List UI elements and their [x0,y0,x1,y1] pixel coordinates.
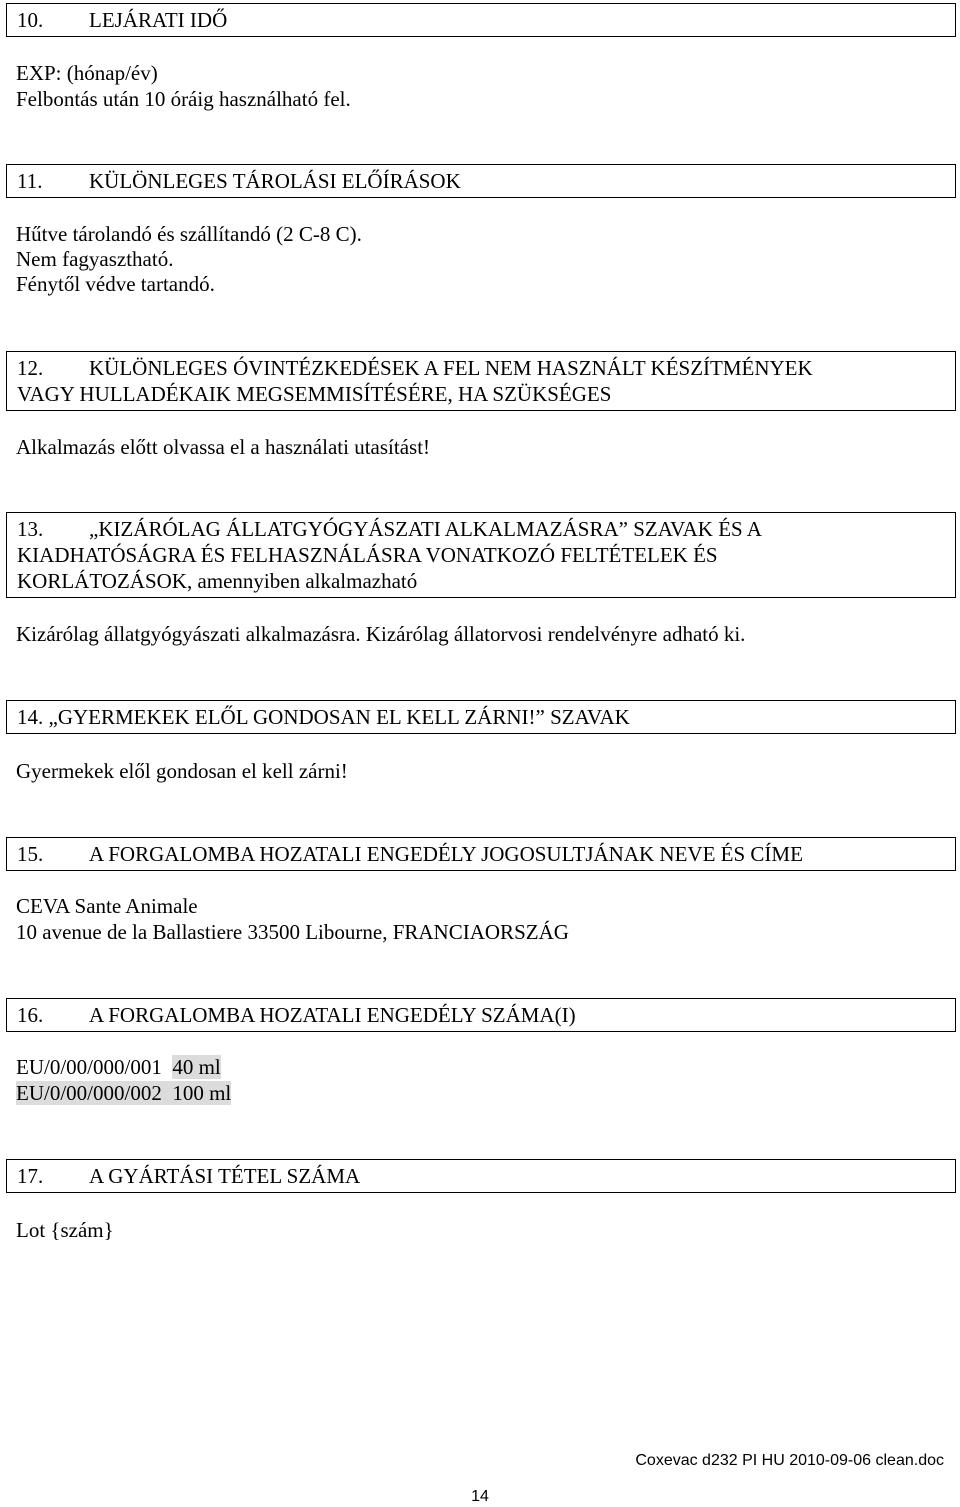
body-text: EXP: (hónap/év) [16,61,158,85]
section-title-cont: KIADHATÓSÁGRA ÉS FELHASZNÁLÁSRA VONATKOZÓ FELTÉTELEK ÉS [17,543,718,567]
footer-filename: Coxevac d232 PI HU 2010-09-06 clean.doc [635,1452,944,1469]
section-number: 15. [17,842,44,866]
section-number: 11. [17,169,43,193]
body-text: Felbontás után 10 óráig használható fel. [16,87,351,111]
section-12-heading [6,351,956,411]
section-title-cont: KORLÁTOZÁSOK, amennyiben alkalmazható [17,569,418,593]
section-title: A FORGALOMBA HOZATALI ENGEDÉLY SZÁMA(I) [89,1003,576,1027]
section-title: LEJÁRATI IDŐ [89,8,228,32]
body-text: Alkalmazás előtt olvassa el a használati utasítást! [16,435,431,459]
section-title: „KIZÁRÓLAG ÁLLATGYÓGYÁSZATI ALKALMAZÁSRA” SZAVAK ÉS A [89,517,762,541]
pack-size: 100 ml [172,1081,232,1105]
body-text: Hűtve tárolandó és szállítandó (2 C-8 C). [16,222,362,246]
section-title: KÜLÖNLEGES ÓVINTÉZKEDÉSEK A FEL NEM HASZNÁLT KÉSZÍTMÉNYEK [89,356,813,380]
section-15-heading [6,837,956,871]
section-title-cont: VAGY HULLADÉKAIK MEGSEMMISÍTÉSÉRE, HA SZÜKSÉGES [17,382,612,406]
section-13-heading [6,512,956,598]
body-text: Fénytől védve tartandó. [16,272,215,296]
section-17-heading [6,1159,956,1193]
body-text: Kizárólag állatgyógyászati alkalmazásra. Kizárólag állatorvosi rendelvényre adható ki. [16,622,746,646]
section-11-heading [6,164,956,198]
section-number: 17. [17,1164,44,1188]
section-number: 13. [17,517,44,541]
body-text: Gyermekek elől gondosan el kell zárni! [16,759,348,783]
section-number: 12. [17,356,44,380]
section-16-heading [6,998,956,1032]
section-number: 16. [17,1003,44,1027]
pack-size: 40 ml [172,1055,221,1079]
body-text: Nem fagyasztható. [16,247,174,271]
section-title: 14. „GYERMEKEK ELŐL GONDOSAN EL KELL ZÁRNI!” SZAVAK [17,705,630,729]
authorization-code: EU/0/00/000/001 [16,1055,162,1079]
section-title: A GYÁRTÁSI TÉTEL SZÁMA [89,1164,361,1188]
authorization-row [16,1080,231,1106]
authorization-row [16,1054,221,1080]
section-title: A FORGALOMBA HOZATALI ENGEDÉLY JOGOSULTJÁNAK NEVE ÉS CÍME [89,842,803,866]
authorization-code: EU/0/00/000/002 [16,1081,162,1105]
section-10-heading [6,3,956,37]
body-text: Lot {szám} [16,1218,114,1242]
body-text: 10 avenue de la Ballastiere 33500 Libourne, FRANCIAORSZÁG [16,920,569,944]
page-number: 14 [471,1488,489,1505]
section-14-heading [6,700,956,734]
section-title: KÜLÖNLEGES TÁROLÁSI ELŐÍRÁSOK [89,169,461,193]
section-number: 10. [17,8,44,32]
body-text: CEVA Sante Animale [16,894,198,918]
